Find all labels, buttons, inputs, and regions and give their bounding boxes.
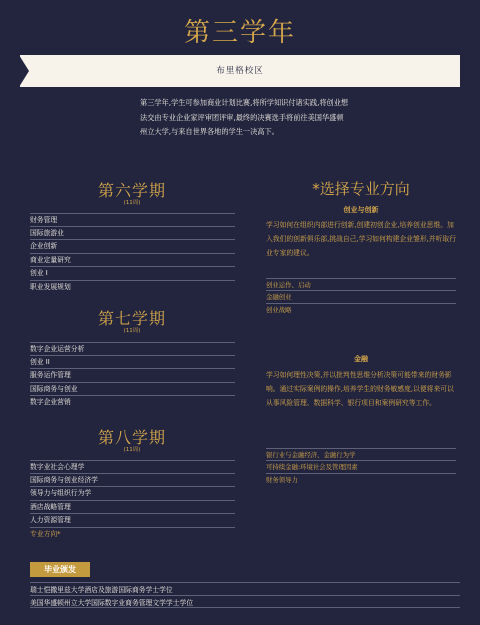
graduation-label: 毕业颁发	[30, 562, 90, 577]
list-item: 国际旅游业	[30, 227, 235, 241]
list-item: 财务领导力	[266, 476, 298, 484]
semester-8-courses	[30, 460, 235, 542]
list-item: 数字企业运营分析	[30, 342, 235, 356]
semester-7-weeks: (11周)	[123, 328, 141, 334]
degree-item: 美国华盛顿州立大学国际数字业商务管理文学学士学位	[30, 595, 460, 608]
list-item: 创业 II	[30, 356, 235, 370]
major-track-item: 专业方向*	[30, 529, 61, 538]
list-item: 人力资源管理	[30, 514, 235, 528]
list-item: 银行业与金融经济、金融行为学	[266, 448, 456, 461]
degree-list	[30, 582, 460, 608]
intro-paragraph: 第三学年,学生可参加商业计划比赛,将所学知识付诸实践,将创业想法交由专业企业家评审团评审,最终的决赛选手将前往美国华盛顿州立大学,与来自世界各地的学生一决高下。	[140, 98, 349, 136]
list-item: 商业定量研究	[30, 254, 235, 268]
semester-6-title: 第六学期	[97, 181, 166, 200]
list-item: 服务运作管理	[30, 369, 235, 383]
list-item: 数字企业营销	[30, 398, 71, 407]
track-finance-title: 金融	[354, 355, 368, 363]
elective-title: *选择专业方向	[312, 180, 410, 198]
list-item: 创业运作、启动	[266, 278, 456, 291]
list-item: 创业战略	[266, 306, 292, 314]
semester-6-weeks: (11周)	[123, 200, 141, 206]
list-item: 国际商务与创业经济学	[30, 474, 235, 488]
semester-6-courses	[30, 213, 235, 295]
semester-8-weeks: (11周)	[123, 447, 141, 453]
list-item: 数字业社会心理学	[30, 460, 235, 474]
list-item: 可持续金融:环境社会及管理因素	[266, 461, 456, 474]
list-item: 财务管理	[30, 213, 235, 227]
list-item: 职业发展规划	[30, 282, 71, 291]
campus-banner	[20, 55, 460, 87]
list-item: 酒店战略管理	[30, 501, 235, 515]
track-entrepreneurship-courses	[266, 278, 456, 317]
list-item: 国际商务与创业	[30, 383, 235, 397]
track-finance-description: 学习如何理性决策,并以批判性思维分析决策可能带来的财务影响。通过实际案例的操作,培养学生的财务敏感度,以便将来可以从事风险管理、数据科学、银行项目和案例研究等工作。	[266, 371, 454, 407]
list-item: 金融创业	[266, 291, 456, 304]
page-title: 第三学年	[183, 18, 296, 48]
campus-name: 布里格校区	[216, 66, 264, 76]
list-item: 创业 I	[30, 267, 235, 281]
semester-7-courses	[30, 342, 235, 410]
track-entrepreneurship-description: 学习如何在组织内部进行创新,创建初创企业,培养创业思维。加入我们的创新俱乐部,挑战自己,学习如何构建企业雏形,并听取行业专家的建议。	[266, 221, 456, 257]
list-item: 领导力与组织行为学	[30, 487, 235, 501]
degree-item: 瑞士恺撒里兹大学酒店及旅游国际商务学士学位	[30, 582, 460, 595]
semester-7-title: 第七学期	[97, 309, 166, 328]
track-finance-courses	[266, 448, 456, 487]
track-entrepreneurship-title: 创业与创新	[343, 206, 379, 214]
list-item: 企业创新	[30, 240, 235, 254]
semester-8-title: 第八学期	[97, 428, 166, 447]
